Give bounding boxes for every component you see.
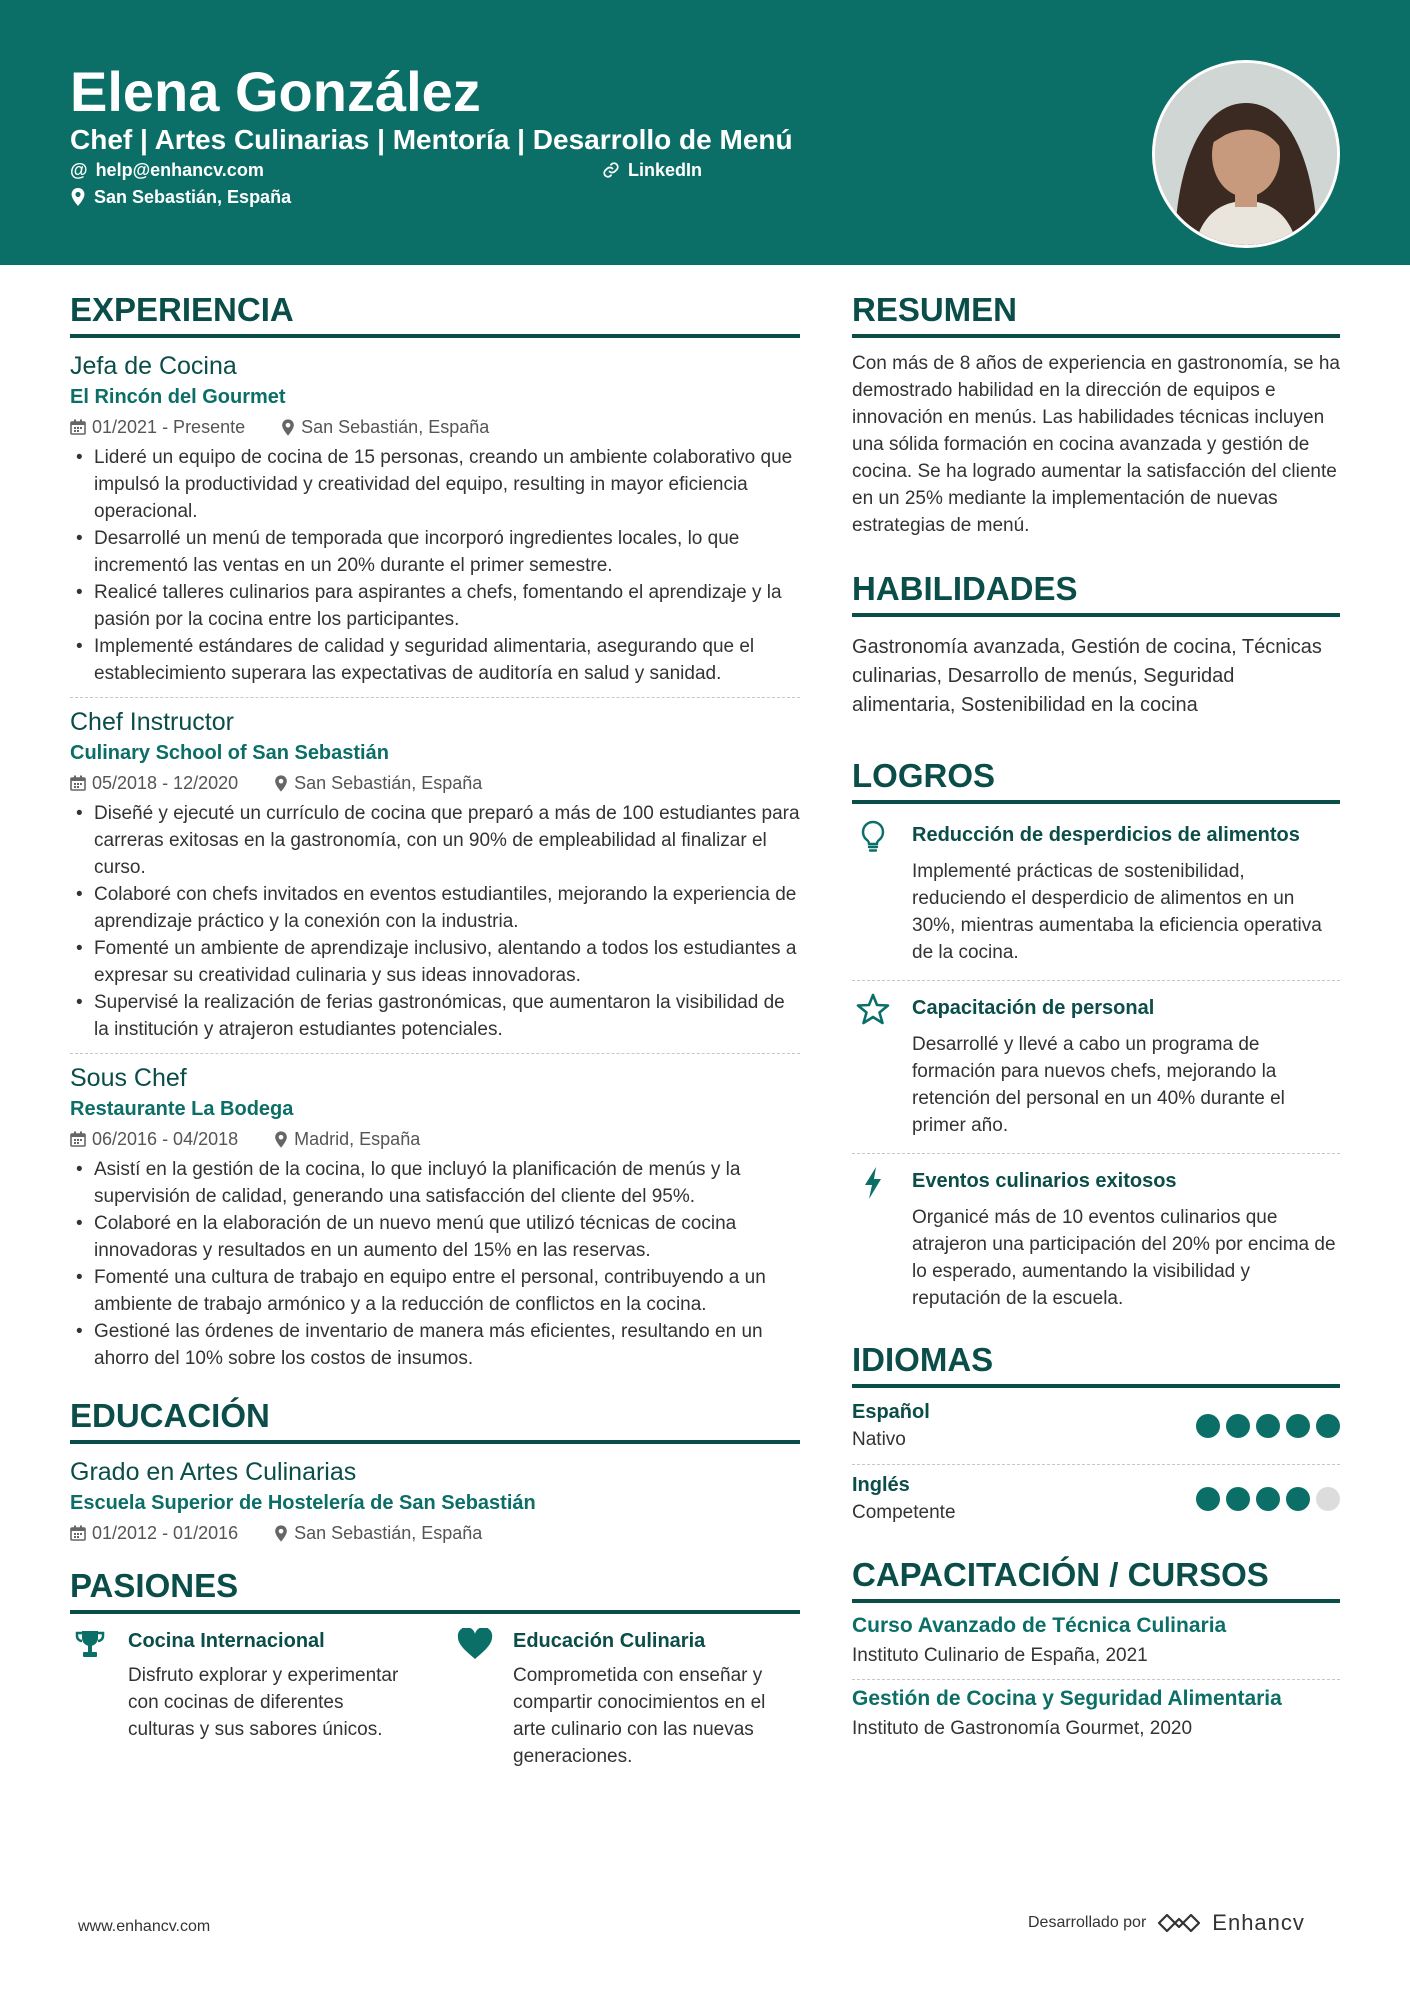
rating-dot-filled: [1196, 1414, 1220, 1438]
bullet-item: • Implementé estándares de calidad y seguridad alimentaria, asegurando que el establecimiento superara las expectativas de auditoría en salud y sanidad.: [70, 633, 800, 687]
language-name: Inglés: [852, 1474, 910, 1496]
heart-icon: [457, 1628, 493, 1660]
experience-entry: [70, 1062, 800, 1382]
language-item: [852, 1392, 1340, 1465]
bullet-item: • Colaboré con chefs invitados en eventos estudiantiles, mejorando la experiencia de aprendizaje práctico y la conexión con la industria.: [70, 881, 800, 935]
course-institution: Instituto de Gastronomía Gourmet, 2020: [852, 1718, 1193, 1739]
location-pin-icon: [274, 1131, 288, 1148]
course-title: Gestión de Cocina y Seguridad Alimentaria: [852, 1687, 1282, 1710]
skills-heading: HABILIDADES: [852, 569, 1340, 617]
passions-list: [70, 1626, 800, 1770]
job-meta: [70, 1124, 800, 1154]
job-location: San Sebastián, España: [294, 773, 483, 793]
education-location: San Sebastián, España: [294, 1523, 483, 1543]
bullet-item: • Gestioné las órdenes de inventario de manera más eficientes, resultando en un ahorro del 10% sobre los costos de insumos.: [70, 1318, 800, 1372]
rating-dot-filled: [1286, 1414, 1310, 1438]
passion-title: Educación Culinaria: [513, 1630, 706, 1652]
job-bullets: [70, 1156, 800, 1372]
left-column: [70, 290, 800, 1770]
course-institution: Instituto Culinario de España, 2021: [852, 1645, 1148, 1666]
lightbulb-icon: [860, 820, 886, 852]
achievement-description: Desarrollé y llevé a cabo un programa de formación para nuevos chefs, mejorando la retención del personal en un 40% durante el primer año.: [912, 1034, 1285, 1136]
degree-title: Grado en Artes Culinarias: [70, 1458, 357, 1486]
job-dates: 06/2016 - 04/2018: [92, 1129, 239, 1149]
job-dates: 05/2018 - 12/2020: [92, 773, 239, 793]
bullet-item: • Colaboré en la elaboración de un nuevo menú que utilizó técnicas de cocina innovadoras y resultados en un aumento del 15% en las reservas.: [70, 1210, 800, 1264]
achievement-description: Organicé más de 10 eventos culinarios que atrajeron una participación del 20% por encima de lo esperado, aumentando la visibilidad y reputación de la escuela.: [912, 1207, 1336, 1309]
achievement-title: Reducción de desperdicios de alimentos: [912, 824, 1300, 846]
job-title: Jefa de Cocina: [70, 352, 237, 380]
link-icon: [602, 161, 620, 179]
language-name: Español: [852, 1401, 930, 1423]
achievement-title: Eventos culinarios exitosos: [912, 1170, 1177, 1192]
rating-dot-filled: [1316, 1414, 1340, 1438]
language-level: Nativo: [852, 1429, 906, 1450]
school-name: Escuela Superior de Hostelería de San Sebastián: [70, 1492, 536, 1514]
star-icon: [856, 993, 890, 1025]
achievement-item: [852, 1154, 1340, 1326]
company-name: El Rincón del Gourmet: [70, 386, 286, 408]
language-rating: [1196, 1414, 1340, 1438]
summary-text: Con más de 8 años de experiencia en gastronomía, se ha demostrado habilidad en la dirección de equipos e innovación en menús. Las habilidades técnicas incluyen una sólida formación en cocina avanzada y gestión de cocina. Se ha logrado aumentar la satisfacción del cliente en un 25% mediante la implementación de nuevas estrategias de menú.: [852, 353, 1340, 536]
education-dates: 01/2012 - 01/2016: [92, 1523, 239, 1543]
footer-branding: [1028, 1910, 1305, 1936]
calendar-icon: [70, 1525, 86, 1541]
resume-header: [0, 0, 1410, 265]
bullet-item: • Supervisé la realización de ferias gastronómicas, que aumentaron la visibilidad de la institución y atrajeron estudiantes potenciales.: [70, 989, 800, 1043]
rating-dot-filled: [1286, 1487, 1310, 1511]
achievement-item: [852, 981, 1340, 1154]
calendar-icon: [70, 775, 86, 791]
passion-title: Cocina Internacional: [128, 1630, 325, 1652]
lightning-icon: [862, 1166, 884, 1200]
education-meta: [70, 1518, 800, 1548]
rating-dot-filled: [1256, 1414, 1280, 1438]
right-column: [852, 290, 1340, 1752]
trophy-icon: [74, 1628, 106, 1660]
achievement-description: Implementé prácticas de sostenibilidad, reduciendo el desperdicio de alimentos en un 30%, mientras aumentaba la eficiencia operativa de la cocina.: [912, 861, 1322, 963]
profile-photo: [1152, 60, 1340, 248]
candidate-name: Elena González: [70, 60, 481, 123]
email-contact[interactable]: [70, 158, 264, 182]
calendar-icon: [70, 1131, 86, 1147]
language-rating: [1196, 1487, 1340, 1511]
bullet-item: • Fomenté un ambiente de aprendizaje inclusivo, alentando a todos los estudiantes a expresar su creatividad culinaria y sus ideas innovadoras.: [70, 935, 800, 989]
linkedin-text: LinkedIn: [628, 160, 703, 180]
job-title: Sous Chef: [70, 1064, 187, 1092]
powered-by-text: Desarrollado por: [1028, 1914, 1147, 1931]
rating-dot-empty: [1316, 1487, 1340, 1511]
calendar-icon: [70, 419, 86, 435]
bullet-item: • Desarrollé un menú de temporada que incorporó ingredientes locales, lo que incrementó las ventas en un 20% durante el primer semestre.: [70, 525, 800, 579]
language-level: Competente: [852, 1502, 956, 1523]
passions-heading: PASIONES: [70, 1566, 800, 1614]
bullet-item: • Asistí en la gestión de la cocina, lo que incluyó la planificación de menús y la supervisión de calidad, generando una satisfacción del cliente del 95%.: [70, 1156, 800, 1210]
courses-heading: CAPACITACIÓN / CURSOS: [852, 1555, 1340, 1603]
experience-entry: [70, 706, 800, 1054]
education-entry: [70, 1456, 800, 1558]
achievement-title: Capacitación de personal: [912, 997, 1155, 1019]
location-pin-icon: [274, 1525, 288, 1542]
passion-item: [455, 1626, 800, 1770]
job-meta: [70, 412, 800, 442]
summary-heading: RESUMEN: [852, 290, 1340, 338]
at-icon: @: [70, 160, 88, 180]
course-item: [852, 1680, 1340, 1752]
enhancv-logo-icon: [1156, 1911, 1202, 1935]
job-bullets: [70, 800, 800, 1043]
job-bullets: [70, 444, 800, 687]
bullet-item: • Diseñé y ejecuté un currículo de cocina que preparó a más de 100 estudiantes para carreras exitosas en la gastronomía, con un 90% de empleabilidad al finalizar el curso.: [70, 800, 800, 881]
achievement-item: [852, 808, 1340, 981]
brand-name: Enhancv: [1212, 1910, 1305, 1935]
achievements-heading: LOGROS: [852, 756, 1340, 804]
course-title: Curso Avanzado de Técnica Culinaria: [852, 1614, 1227, 1637]
skills-text: Gastronomía avanzada, Gestión de cocina, Técnicas culinarias, Desarrollo de menús, Seguridad alimentaria, Sostenibilidad en la cocina: [852, 636, 1322, 716]
company-name: Culinary School of San Sebastián: [70, 742, 389, 764]
company-name: Restaurante La Bodega: [70, 1098, 294, 1120]
education-heading: EDUCACIÓN: [70, 1396, 800, 1444]
job-location: San Sebastián, España: [301, 417, 490, 437]
location-contact: [70, 185, 291, 209]
bullet-item: • Realicé talleres culinarios para aspirantes a chefs, fomentando el aprendizaje y la pasión por la cocina entre los participantes.: [70, 579, 800, 633]
location-pin-icon: [274, 775, 288, 792]
location-pin-icon: [281, 419, 295, 436]
experience-heading: EXPERIENCIA: [70, 290, 800, 338]
experience-entry: [70, 350, 800, 698]
passion-item: [70, 1626, 415, 1770]
footer-website[interactable]: www.enhancv.com: [78, 1918, 211, 1935]
rating-dot-filled: [1256, 1487, 1280, 1511]
course-item: [852, 1607, 1340, 1680]
language-item: [852, 1465, 1340, 1537]
rating-dot-filled: [1226, 1487, 1250, 1511]
bullet-item: • Fomenté una cultura de trabajo en equipo entre el personal, contribuyendo a un ambiente de trabajo armónico y a la reducción de conflictos en la cocina.: [70, 1264, 800, 1318]
languages-heading: IDIOMAS: [852, 1340, 1340, 1388]
linkedin-contact[interactable]: [602, 158, 702, 182]
job-meta: [70, 768, 800, 798]
rating-dot-filled: [1196, 1487, 1220, 1511]
rating-dot-filled: [1226, 1414, 1250, 1438]
location-text: San Sebastián, España: [94, 187, 292, 207]
candidate-tagline: Chef | Artes Culinarias | Mentoría | Desarrollo de Menú: [70, 124, 793, 155]
job-title: Chef Instructor: [70, 708, 234, 736]
job-dates: 01/2021 - Presente: [92, 417, 246, 437]
bullet-item: • Lideré un equipo de cocina de 15 personas, creando un ambiente colaborativo que impulsó la productividad y creatividad del equipo, resulting in mayor eficiencia operacional.: [70, 444, 800, 525]
passion-description: Comprometida con enseñar y compartir conocimientos en el arte culinario con las nuevas generaciones.: [513, 1665, 766, 1767]
job-location: Madrid, España: [294, 1129, 421, 1149]
passion-description: Disfruto explorar y experimentar con cocinas de diferentes culturas y sus sabores únicos.: [128, 1665, 399, 1740]
email-text: help@enhancv.com: [95, 160, 264, 180]
location-pin-icon: [70, 188, 86, 206]
